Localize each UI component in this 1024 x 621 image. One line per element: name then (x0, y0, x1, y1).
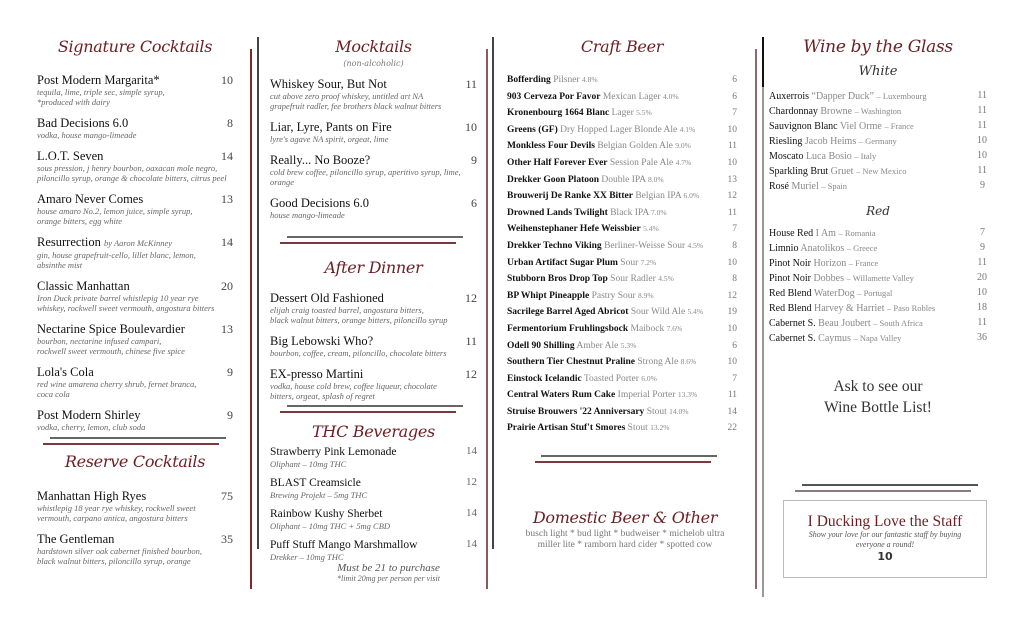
beer-row[interactable]: Southern Tier Chestnut Praline Strong Ale 8.6% 10 (507, 357, 737, 368)
white-wine-list (769, 89, 987, 194)
wine-by-glass-heading: Wine by the Glass (803, 37, 953, 57)
column-after-dinner (270, 258, 477, 410)
beer-row[interactable]: Greens (GF) Dry Hopped Lager Blonde Ale 4.1% 10 (507, 124, 737, 135)
beer-row[interactable]: Drekker Techno Viking Berliner-Weisse Sour 4.5% 8 (507, 240, 737, 251)
beer-row[interactable]: Urban Artifact Sugar Plum Sour 7.2% 10 (507, 257, 737, 268)
menu-item[interactable]: Classic Manhattan 20 Iron Duck private barrel whistlepig 10 year rye whiskey, rockwell sweet vermouth, angostura bitters (37, 279, 233, 313)
divider-line (287, 236, 463, 238)
staff-offer-title: I Ducking Love the Staff (807, 513, 963, 530)
wine-row[interactable]: Riesling Jacob Heims – Germany 10 (769, 135, 987, 147)
after-dinner-heading: After Dinner (324, 258, 423, 277)
menu-item[interactable]: The Gentleman 35 hardstown silver oak cabernet finished bourbon, black walnut bitters, piloncillo syrup, orange (37, 532, 233, 566)
mocktails-heading: Mocktails (335, 37, 412, 56)
column-divider (250, 49, 252, 589)
menu-item[interactable]: Post Modern Margarita* 10 tequila, lime, triple sec, simple syrup, *produced with dairy (37, 73, 233, 107)
menu-item[interactable]: Dessert Old Fashioned 12 elijah craig toasted barrel, angostura bitters, black walnut bitters, orange bitters, piloncillo syrup (270, 291, 477, 325)
column-divider (762, 37, 764, 87)
menu-item[interactable]: Really... No Booze? 9 cold brew coffee, piloncillo syrup, aperitivo syrup, lime, orange (270, 153, 477, 187)
column-divider (257, 37, 259, 549)
wine-row[interactable]: Limnio Anatolikos – Greece 9 (769, 242, 985, 254)
wine-row[interactable]: Auxerrois “Dapper Duck” – Luxembourg 11 (769, 90, 987, 102)
red-wine-list (769, 226, 987, 346)
beer-row[interactable]: 903 Cerveza Por Favor Mexican Lager 4.0% 6 (507, 91, 737, 102)
menu-item[interactable]: Big Lebowski Who? 11 bourbon, coffee, cream, piloncillo, chocolate bitters (270, 334, 477, 358)
wine-row[interactable]: Pinot Noir Dobbes – Willamette Valley 20 (769, 272, 987, 284)
beer-row[interactable]: Stubborn Bros Drop Top Sour Radler 4.5% 8 (507, 274, 737, 285)
wine-row[interactable]: House Red I Am – Romania 7 (769, 227, 985, 239)
column-craft-beer (507, 0, 737, 437)
divider-line (802, 484, 978, 486)
beer-row[interactable]: Monkless Four Devils Belgian Golden Ale 9.0% 11 (507, 141, 737, 152)
menu-item[interactable]: Bad Decisions 6.0 8 vodka, house mango-limeade (37, 116, 233, 140)
menu-item[interactable]: Resurrection by Aaron McKinney 14 gin, house grapefruit-cello, lillet blanc, lemon, absinthe mist (37, 235, 233, 270)
column-wine (769, 0, 987, 418)
beer-row[interactable]: Fermentorium Fruhlingsbock Maibock 7.6% 10 (507, 323, 737, 334)
column-divider (492, 37, 494, 549)
craft-beer-heading: Craft Beer (580, 37, 664, 56)
divider-line (287, 405, 463, 407)
beer-row[interactable]: Central Waters Rum Cake Imperial Porter 13.3% 11 (507, 390, 737, 401)
beer-row[interactable]: Kronenbourg 1664 Blanc Lager 5.5% 7 (507, 108, 737, 119)
beer-row[interactable]: BP Whipt Pineapple Pastry Sour 8.9% 12 (507, 290, 737, 301)
age-notice: Must be 21 to purchase (337, 562, 440, 574)
beer-row[interactable]: Prairie Artisan Stuf't Smores Stout 13.2% 22 (507, 423, 737, 434)
beer-row[interactable]: Other Half Forever Ever Session Pale Ale 4.7% 10 (507, 157, 737, 168)
signature-cocktails-heading: Signature Cocktails (57, 37, 213, 56)
wine-row[interactable]: Chardonnay Browne – Washington 11 (769, 105, 987, 117)
column-divider (486, 49, 488, 589)
menu-item[interactable]: Amaro Never Comes 13 house amaro No.2, lemon juice, simple syrup, orange bitters, egg white (37, 192, 233, 226)
column-cocktails (37, 0, 233, 441)
beer-row[interactable]: Einstock Icelandic Toasted Porter 6.0% 7 (507, 373, 737, 384)
divider-line (795, 490, 971, 492)
divider-line (43, 443, 219, 445)
staff-offer-price: 10 (877, 550, 893, 563)
beer-row[interactable]: Sacrilege Barrel Aged Abricot Sour Wild Ale 5.4% 19 (507, 307, 737, 318)
wine-row[interactable]: Red Blend Harvey & Harriet – Paso Robles 18 (769, 302, 987, 314)
thc-beverages-heading: THC Beverages (312, 422, 435, 441)
staff-offer-desc: Show your love for our fantastic staff by buying everyone a round! (808, 530, 962, 549)
menu-item[interactable]: Rainbow Kushy Sherbet 14 Oliphant – 10mg THC + 5mg CBD (270, 507, 477, 531)
wine-row[interactable]: Cabernet S. Beau Joubert – South Africa 11 (769, 317, 987, 329)
domestic-beer-heading: Domestic Beer & Other (532, 508, 718, 527)
menu-item[interactable]: Nectarine Spice Boulevardier 13 bourbon, nectarine infused campari, rockwell sweet vermouth, chinese five spice (37, 322, 233, 356)
domestic-list-line-1: busch light * bud light * budweiser * michelob ultra (525, 529, 725, 539)
menu-item[interactable]: BLAST Creamsicle 12 Brewing Projekt – 5mg THC (270, 476, 477, 500)
wine-row[interactable]: Sauvignon Blanc Viel Orme – France 11 (769, 120, 987, 132)
divider-line (50, 437, 226, 439)
reserve-cocktails-heading: Reserve Cocktails (64, 452, 206, 471)
wine-bottle-list-callout: Ask to see our Wine Bottle List! (824, 378, 932, 416)
divider-line (280, 411, 456, 413)
domestic-list-line-2: miller lite * ramborn hard cider * spotted cow (537, 540, 713, 550)
divider-line (541, 455, 717, 457)
thc-limit-note: *limit 20mg per person per visit (337, 574, 440, 583)
divider-line (535, 461, 711, 463)
mocktails-subtitle: (non-alcoholic) (343, 59, 404, 68)
white-wine-subheading: White (858, 64, 898, 79)
menu-item[interactable]: Lola's Cola 9 red wine amarena cherry shrub, fernet branca, coca cola (37, 365, 233, 399)
column-mocktails (270, 0, 477, 229)
wine-row[interactable]: Cabernet S. Caymus – Napa Valley 36 (769, 332, 987, 344)
beer-row[interactable]: Bofferding Pilsner 4.8% 6 (507, 75, 737, 85)
divider-line (280, 242, 456, 244)
beer-list (507, 72, 737, 437)
column-domestic (500, 508, 750, 551)
beer-row[interactable]: Drowned Lands Twilight Black IPA 7.0% 11 (507, 207, 737, 218)
red-wine-subheading: Red (866, 204, 890, 218)
column-reserve (37, 452, 233, 575)
wine-row[interactable]: Red Blend WaterDog – Portugal 10 (769, 287, 987, 299)
menu-item[interactable]: EX-presso Martini 12 vodka, house cold brew, coffee liqueur, chocolate bitters, orgeat, splash of regret (270, 367, 477, 401)
menu-item[interactable]: Whiskey Sour, But Not 11 cut above zero proof whiskey, untitled art NA grapefruit radler, fee brothers black walnut bitters (270, 77, 477, 111)
menu-item[interactable]: Puff Stuff Mango Marshmallow 14 Drekker – 10mg THC (270, 538, 477, 562)
column-thc (270, 422, 477, 583)
wine-row[interactable]: Pinot Noir Horizon – France 11 (769, 257, 987, 269)
menu-item[interactable]: L.O.T. Seven 14 sous pression, j henry bourbon, oaxacan mole negro, piloncillo syrup, orange & chocolate bitters, citrus peel (37, 149, 233, 183)
menu-item[interactable]: Good Decisions 6.0 6 house mango-limeade (270, 196, 477, 220)
column-divider (762, 37, 764, 597)
bartender-credit: by Aaron McKinney (104, 238, 172, 248)
wine-row[interactable]: Moscato Luca Bosio – Italy 10 (769, 150, 987, 162)
column-divider (755, 49, 757, 589)
signature-list (37, 73, 233, 432)
wine-row[interactable]: Rosé Muriel – Spain 9 (769, 180, 985, 192)
beer-row[interactable]: Weihenstephaner Hefe Weissbier 5.4% 7 (507, 224, 737, 235)
wine-row[interactable]: Sparkling Brut Gruet – New Mexico 11 (769, 165, 987, 177)
beer-row[interactable]: Drekker Goon Platoon Double IPA 8.0% 13 (507, 174, 737, 185)
beer-row[interactable]: Brouwerij De Ranke XX Bitter Belgian IPA 6.0% 12 (507, 191, 737, 202)
staff-round-offer[interactable] (783, 500, 987, 578)
menu-item[interactable]: Post Modern Shirley 9 vodka, cherry, lemon, club soda (37, 408, 233, 432)
menu-item[interactable]: Strawberry Pink Lemonade 14 Oliphant – 10mg THC (270, 445, 477, 469)
menu-item[interactable]: Liar, Lyre, Pants on Fire 10 lyre's agave NA spirit, orgeat, lime (270, 120, 477, 144)
menu-item[interactable]: Manhattan High Ryes 75 whistlepig 18 year rye whiskey, rockwell sweet vermouth, carpano antica, angostura bitters (37, 489, 233, 523)
beer-row[interactable]: Struise Brouwers '22 Anniversary Stout 14.0% 14 (507, 406, 737, 417)
beer-row[interactable]: Odell 90 Shilling Amber Ale 5.3% 6 (507, 340, 737, 351)
